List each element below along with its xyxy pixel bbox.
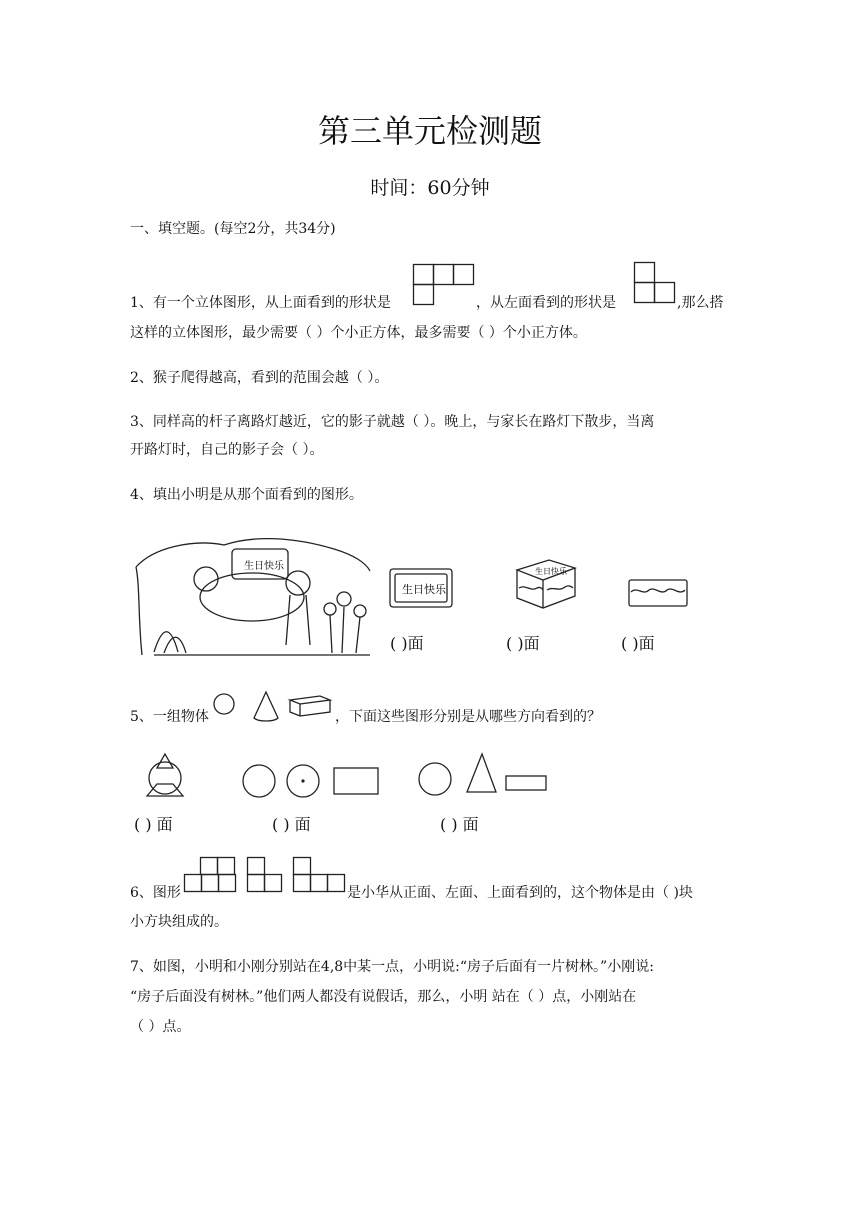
direction-label-1: ( ) 面 xyxy=(134,815,173,834)
view-shapes-group-3 xyxy=(418,750,550,800)
question-1-part-b: ，从左面看到的形状是 xyxy=(476,295,616,311)
question-5-part-b: ，下面这些图形分别是从哪些方向看到的？ xyxy=(335,709,601,725)
question-1-part-c: ,那么搭 xyxy=(677,295,724,311)
svg-text:生日快乐: 生日快乐 xyxy=(535,567,567,576)
direction-label-2: ( ) 面 xyxy=(272,815,311,834)
question-7-line-3: （ ）点。 xyxy=(130,1019,191,1035)
time-limit: 时间：60分钟 xyxy=(370,177,490,199)
question-6-part-a: 6、图形 xyxy=(130,885,181,901)
top-view-diagram xyxy=(413,264,475,306)
direction-label-3: ( ) 面 xyxy=(440,815,479,834)
cake-side-view xyxy=(627,578,691,610)
view-label-2: ( )面 xyxy=(506,634,540,653)
svg-text:生日快乐: 生日快乐 xyxy=(402,584,446,596)
question-5-part-a: 5、一组物体 xyxy=(130,709,209,725)
scene-illustration xyxy=(134,527,374,662)
cake-perspective-view xyxy=(509,556,579,612)
svg-text:生日快乐: 生日快乐 xyxy=(244,561,284,572)
question-1-part-a: 1、有一个立体图形，从上面看到的形状是 xyxy=(130,295,391,311)
view-shapes-group-1 xyxy=(143,752,193,798)
page-title: 第三单元检测题 xyxy=(317,112,542,150)
question-3-line-2: 开路灯时，自己的影子会（ ）。 xyxy=(130,442,324,458)
question-6-line-2: 小方块组成的。 xyxy=(130,914,228,930)
view-label-1: ( )面 xyxy=(390,634,424,653)
cake-front-view xyxy=(388,567,456,611)
question-7-line-2: “房子后面没有树林。”他们两人都没有说假话，那么，小明 站在（ ）点，小刚站在 xyxy=(130,989,637,1005)
view-label-3: ( )面 xyxy=(621,634,655,653)
question-7-line-1: 7、如图，小明和小刚分别站在4,8中某一点，小明说:“房子后面有一片树林。”小刚说: xyxy=(130,959,654,975)
view-shapes-group-2 xyxy=(242,764,382,800)
question-2: 2、猴子爬得越高，看到的范围会越（ ）。 xyxy=(130,370,389,386)
question-3-line-1: 3、同样高的杆子离路灯越近，它的影子就越（ ）。晚上，与家长在路灯下散步，当离 xyxy=(130,414,655,430)
object-group-diagram xyxy=(212,688,334,722)
question-4: 4、填出小明是从那个面看到的图形。 xyxy=(130,487,363,503)
section-heading: 一、填空题。(每空2分，共34分) xyxy=(130,221,336,237)
three-views-diagram xyxy=(184,856,346,894)
left-view-diagram xyxy=(632,262,677,306)
question-6-part-b: 是小华从正面、左面、上面看到的，这个物体是由（ )块 xyxy=(347,885,693,901)
question-1-line-2: 这样的立体图形，最少需要（ ）个小正方体，最多需要（ ）个小正方体。 xyxy=(130,325,587,341)
